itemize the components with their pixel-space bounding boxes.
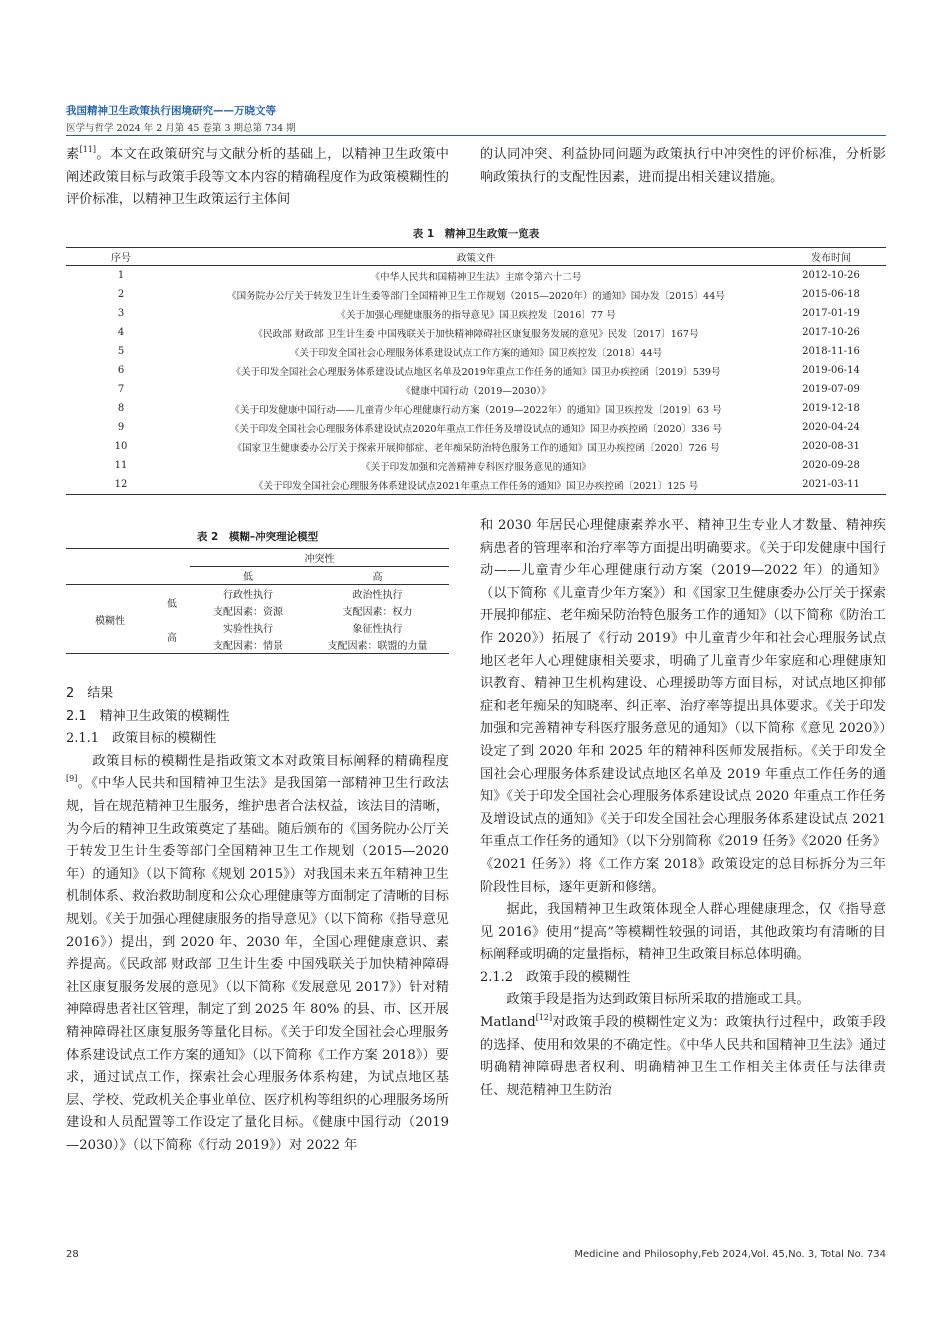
factor-resources: 支配因素：资源 [213, 607, 283, 618]
policy-table [66, 247, 886, 495]
policy-document: 《关于加强心理健康服务的指导意见》国卫疾控发〔2016〕77 号 [336, 309, 616, 321]
table-row [66, 399, 886, 418]
row-number: 5 [117, 346, 125, 357]
header-rule [66, 135, 886, 136]
paragraph: 政策手段是指为达到政策目标所采取的措施或工具。 [506, 992, 810, 1008]
policy-document: 《中华人民共和国精神卫生法》主席令第六十二号 [370, 271, 582, 283]
ambiguity-high: 高 [154, 619, 190, 654]
factor-power: 支配因素：权力 [342, 607, 413, 618]
policy-table-body [66, 266, 886, 495]
table-row [66, 342, 886, 361]
publish-date: 2019-07-09 [802, 384, 860, 395]
row-number: 12 [66, 475, 176, 495]
publish-date: 2017-01-19 [802, 308, 860, 319]
cell-symbolic: 象征性执行 [352, 624, 403, 635]
policy-document: 《国家卫生健康委办公厅关于探索开展抑郁症、老年痴呆防治特色服务工作的通知》国卫办疾控函〔2020〕726 号 [232, 442, 720, 454]
table-row [66, 361, 886, 380]
table-row [66, 475, 886, 495]
row-number: 2 [117, 289, 125, 300]
row-number: 8 [117, 403, 125, 414]
row-number: 7 [117, 384, 125, 395]
publish-date: 2019-12-18 [802, 403, 860, 414]
table-row [66, 304, 886, 323]
table-row [66, 456, 886, 475]
publish-date: 2021-03-11 [776, 475, 886, 495]
ambiguity-conflict-table [66, 548, 449, 654]
table1-caption: 表 1 精神卫生政策一览表 [412, 228, 540, 240]
cell-political: 政治性执行 [352, 590, 403, 601]
table-row [66, 266, 886, 286]
publish-date: 2020-08-31 [802, 441, 860, 452]
policy-document: 《关于印发全国社会心理服务体系建设试点工作方案的通知》国卫疾控发〔2018〕44号 [289, 347, 663, 359]
conflict-low: 低 [190, 567, 306, 585]
publish-date: 2015-06-18 [802, 289, 860, 300]
row-number: 9 [117, 422, 125, 433]
ambiguity-low: 低 [167, 598, 177, 610]
paragraph: 据此，我国精神卫生政策体现全人群心理健康理念，仅《指导意见 2016》使用“提高”等模糊性较强的词语，其他政策均有清晰的目标阐释或明确的定量指标，精神卫生政策目标总体明确。 [480, 902, 886, 963]
row-number: 4 [117, 327, 125, 338]
publish-date: 2017-10-26 [802, 327, 860, 338]
publish-date: 2012-10-26 [802, 270, 860, 281]
right-column [480, 515, 886, 1102]
policy-document: 《国务院办公厅关于转发卫生计生委等部门全国精神卫生工作规划（2015—2020年）的通知》国办发〔2015〕44号 [227, 290, 725, 302]
table-row [66, 380, 886, 399]
cell-administrative: 行政性执行 [223, 590, 273, 601]
row-number: 11 [114, 460, 128, 471]
table-row [66, 323, 886, 342]
col-header-doc: 政策文件 [176, 248, 776, 266]
page-number: 28 [66, 1249, 79, 1260]
left-column [66, 683, 449, 1157]
journal-info: 医学与哲学 2024 年 2 月第 45 卷第 3 期总第 734 期 [66, 123, 296, 134]
col-header-date: 发布时间 [776, 248, 886, 266]
conflict-header: 冲突性 [190, 549, 449, 567]
intro-left: 素[11]。本文在政策研究与文献分析的基础上，以精神卫生政策中阐述政策目标与政策手段等文本内容的精确程度作为政策模糊性的评价标准，以精神卫生政策运行主体间 [66, 145, 449, 208]
policy-document: 《关于印发全国社会心理服务体系建设试点2020年重点工作任务及增设试点的通知》国卫办疾控函〔2020〕336 号 [229, 423, 723, 435]
intro-right: 的认同冲突、利益协同问题为政策执行中冲突性的评价标准，分析影响政策执行的支配性因素，进而提出相关建议措施。 [480, 147, 886, 185]
running-title: 我国精神卫生政策执行困境研究——万晓文等 [66, 105, 276, 117]
paragraph: 政策目标的模糊性是指政策文本对政策目标阐释的精确程度[9]。《中华人民共和国精神卫生法》是我国第一部精神卫生行政法规，旨在规范精神卫生服务，维护患者合法权益，该法目的清晰，为今后的精神卫生政策奠定了基础。随后颁布的《国务院办公厅关于转发卫生计生委等部门全国精神卫生工作规划（2015—2020 年）的通知》（以下简称《规划 2015》）对我国未来五年精神卫生机制体系、救治救助制度和公众心理健康等方面制定了清晰的目标规划。《关于加强心理健康服务的指导意见》（以下简称《指导意见 2016》）提出，到 2020 年、2030 年，全国心理健康意识、素养提高。《民政部 财政部 卫生计生委 中国残联关于加快精神障碍社区康复服务发展的意见》（以下简称《发展意见 2017》）针对精神障碍患者社区管理，制定了到 2025 年 80% 的县、市、区开展精神障碍社区康复服务等量化目标。《关于印发全国社会心理服务体系建设试点工作方案的通知》（以下简称《工作方案 2018》）要求，通过试点工作，探索社会心理服务体系构建，为试点地区基层、学校、党政机关企事业单位、医疗机构等组织的心理服务场所建设和人员配置等工作设定了量化目标。《健康中国行动（2019—2030）》（以下简称《行动 2019》）对 2022 年 [66, 753, 449, 1153]
col-header-no: 序号 [66, 248, 176, 266]
policy-document: 《关于印发加强和完善精神专科医疗服务意见的通知》 [360, 461, 592, 473]
heading-results: 2 结果 [66, 686, 114, 701]
policy-document: 《关于印发全国社会心理服务体系建设试点地区名单及2019年重点工作任务的通知》国卫办疾控函〔2019〕539号 [231, 366, 721, 378]
table-row [66, 437, 886, 456]
policy-document: 《民政部 财政部 卫生计生委 中国残联关于加快精神障碍社区康复服务发展的意见》民发〔2017〕167号 [253, 328, 699, 340]
row-number: 1 [117, 270, 125, 281]
heading-2-1-2: 2.1.2 政策手段的模糊性 [480, 969, 631, 985]
publish-date: 2020-04-24 [802, 422, 860, 433]
heading-2-1: 2.1 精神卫生政策的模糊性 [66, 708, 230, 724]
paragraph: Matland[12]对政策手段的模糊性定义为：政策执行过程中，政策手段的选择、使用和效果的不确定性。《中华人民共和国精神卫生法》通过明确精神障碍患者权利、明确精神卫生工作相关主体责任与法律责任、规范精神卫生防治 [480, 1013, 886, 1098]
footer-citation: Medicine and Philosophy,Feb 2024,Vol. 45,No. 3, Total No. 734 [574, 1249, 886, 1260]
table-row [66, 285, 886, 304]
paragraph: 和 2030 年居民心理健康素养水平、精神卫生专业人才数量、精神疾病患者的管理率和治疗率等方面提出明确要求。《关于印发健康中国行动——儿童青少年心理健康行动方案（2019—2022 年）的通知》（以下简称《儿童青少年方案》）和《国家卫生健康委办公厅关于探索开展抑郁症、老年痴呆防治特色服务工作的通知》（以下简称《防治工作 2020》）拓展了《行动 2019》中儿童青少年和社会心理服务试点地区老年人心理健康相关要求，明确了儿童青少年家庭和心理健康知识教育、精神卫生机构建设、心理援助等方面目标，对试点地区抑郁症和老年痴呆的知晓率、纠正率、治疗率等提出具体要求。《关于印发加强和完善精神专科医疗服务意见的通知》（以下简称《意见 2020》）设定了到 2020 年和 2025 年的精神科医师发展指标。《关于印发全国社会心理服务体系建设试点地区名单及 2019 年重点工作任务的通知》《关于印发全国社会心理服务体系建设试点 2020 年重点工作任务及增设试点的通知》《关于印发全国社会心理服务体系建设试点 2021 年重点工作任务的通知》（以下分别简称《2019 任务》《2020 任务》《2021 任务》）将《工作方案 2018》政策设定的总目标拆分为三年阶段性目标，逐年更新和修缮。 [480, 518, 886, 895]
table-row [66, 418, 886, 437]
row-number: 3 [117, 308, 125, 319]
row-number: 10 [114, 441, 128, 452]
publish-date: 2020-09-28 [802, 460, 860, 471]
heading-2-1-1: 2.1.1 政策目标的模糊性 [66, 731, 217, 747]
policy-document: 《健康中国行动（2019—2030）》 [401, 385, 551, 397]
factor-context: 支配因素：情景 [190, 636, 306, 654]
table2-caption: 表 2 模糊–冲突理论模型 [196, 531, 319, 543]
factor-coalition: 支配因素：联盟的力量 [306, 636, 449, 654]
ambiguity-label: 模糊性 [66, 585, 154, 654]
publish-date: 2019-06-14 [802, 365, 860, 376]
publish-date: 2018-11-16 [802, 346, 860, 357]
policy-document: 《关于印发健康中国行动——儿童青少年心理健康行动方案（2019—2022年）的通知》国卫疾控发〔2019〕63 号 [230, 404, 722, 416]
policy-document: 《关于印发全国社会心理服务体系建设试点2021年重点工作任务的通知》国卫办疾控函〔2021〕125 号 [176, 475, 776, 495]
cell-experimental: 实验性执行 [223, 624, 273, 635]
row-number: 6 [117, 365, 125, 376]
conflict-high: 高 [306, 567, 449, 585]
